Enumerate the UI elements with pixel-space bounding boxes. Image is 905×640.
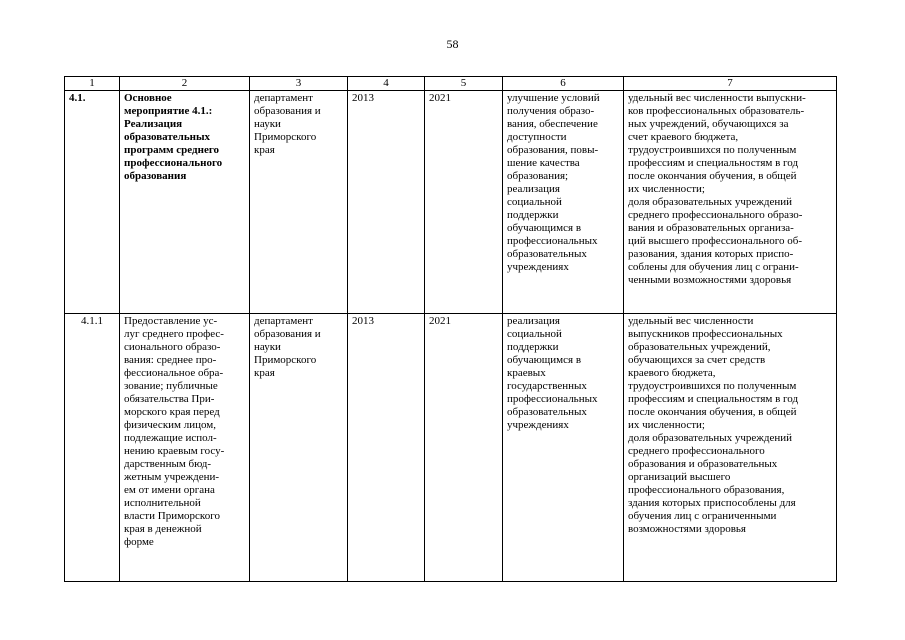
activity-name: Основное мероприятие 4.1.: Реализация образовательных программ среднего профессионального образования [120, 91, 250, 314]
column-number: 5 [425, 77, 503, 91]
indicators: удельный вес численности выпускни- ков профессиональных образователь- ных учреждений, обучающихся за счет краевого бюджета, трудоустроившихся по полученным профессиям и специальностям в год после окончания обучения, в общей их численности; доля образовательных учреждений среднего профессионального образо- вания и образовательных организа- ций высшего профессионального об- разования, здания которых приспо- соблены для обучения лиц с ограни- ченными возможностями здоровья [624, 91, 837, 314]
start-year: 2013 [348, 91, 425, 314]
column-number: 7 [624, 77, 837, 91]
expected-result: реализация социальной поддержки обучающимся в краевых государственных профессиональных образовательных учреждениях [503, 314, 624, 582]
end-year: 2021 [425, 91, 503, 314]
page-number: 58 [446, 37, 459, 51]
table-row [65, 91, 837, 314]
row-number: 4.1.1 [65, 314, 120, 582]
column-number: 3 [250, 77, 348, 91]
column-number: 2 [120, 77, 250, 91]
column-number-row [65, 77, 837, 91]
column-number: 4 [348, 77, 425, 91]
responsible-executor: департамент образования и науки Приморского края [250, 314, 348, 582]
table-row [65, 314, 837, 582]
responsible-executor: департамент образования и науки Приморского края [250, 91, 348, 314]
activity-name: Предоставление ус- луг среднего профес- сионального образо- вания: среднее про- фессиональное обра- зование; публичные обязательства При- морского края перед физическим лицом, подлежащие испол- нению краевым госу- дарственным бюд- жетным учреждени- ем от имени органа исполнительной власти Приморского края в денежной форме [120, 314, 250, 582]
column-number: 6 [503, 77, 624, 91]
row-number: 4.1. [65, 91, 120, 314]
start-year: 2013 [348, 314, 425, 582]
expected-result: улучшение условий получения образо- вания, обеспечение доступности образования, повы- шение качества образования; реализация социальной поддержки обучающимся в профессиональных образовательных учреждениях [503, 91, 624, 314]
end-year: 2021 [425, 314, 503, 582]
indicators: удельный вес численности выпускников профессиональных образовательных учреждений, обучающихся за счет средств краевого бюджета, трудоустроившихся по полученным профессиям и специальностям в год после окончания обучения, в общей их численности; доля образовательных учреждений среднего профессионального образования и образовательных организаций высшего профессионального образования, здания которых приспособлены для обучения лиц с ограниченными возможностями здоровья [624, 314, 837, 582]
column-number: 1 [65, 77, 120, 91]
program-table [64, 76, 837, 582]
